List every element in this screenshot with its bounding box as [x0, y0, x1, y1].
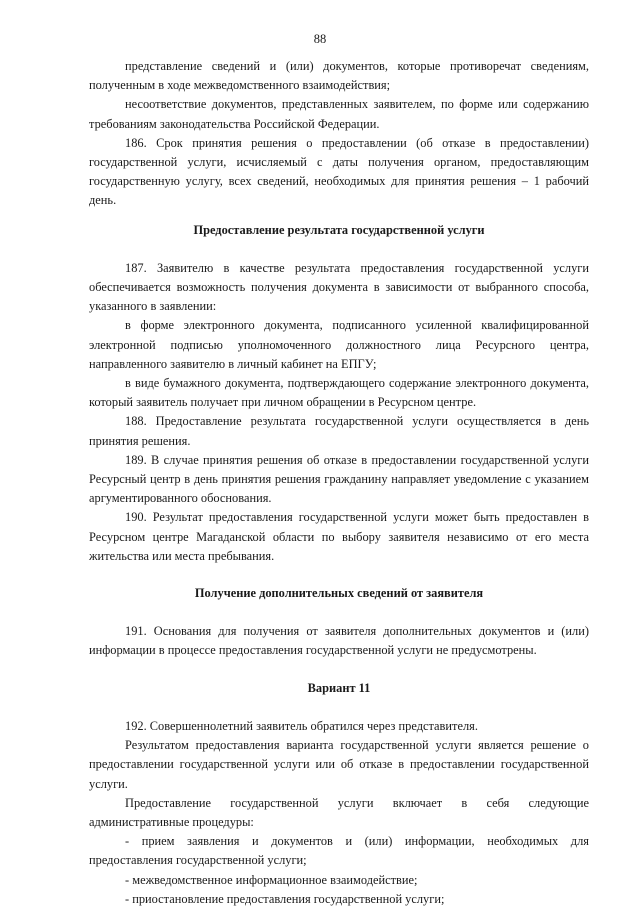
paragraph-188: 188. Предоставление результата государственной услуги осуществляется в день принятия решения. — [89, 414, 589, 448]
section-heading-result-delivery: Предоставление результата государственной услуги — [193, 222, 485, 237]
list-item: - прием заявления и документов и (или) информации, необходимых для предоставления государственной услуги; — [89, 834, 589, 868]
paragraph-189: 189. В случае принятия решения об отказе в предоставлении государственной услуги Ресурсный центр в день принятия решения гражданину направляет уведомление с указанием аргументированного обоснования. — [89, 452, 589, 506]
paragraph-190: 190. Результат предоставления государственной услуги может быть предоставлен в Ресурсном центре Магаданской области по выбору заявителя независимо от его места жительства или места пребывания. — [89, 510, 589, 563]
section-heading-additional-info: Получение дополнительных сведений от заявителя — [194, 586, 484, 601]
paragraph: в форме электронного документа, подписанного усиленной квалифицированной электронной подписью уполномоченного должностного лица Ресурсного центра, направленного заявителю в личный кабинет на ЕПГУ; — [89, 318, 589, 371]
paragraph: Предоставление государственной услуги включает в себя следующие административные процедуры: — [89, 795, 589, 829]
paragraph-192: 192. Совершеннолетний заявитель обратился через представителя. — [125, 718, 478, 733]
paragraph: Результатом предоставления варианта государственной услуги является решение о предоставлении государственной услуги или об отказе в предоставлении государственной услуги. — [89, 738, 589, 791]
list-item: - приостановление предоставления государственной услуги; — [125, 891, 445, 906]
paragraph: представление сведений и (или) документов, которые противоречат сведениям, полученным в ходе межведомственного взаимодействия; — [89, 59, 589, 93]
paragraph-191: 191. Основания для получения от заявителя дополнительных документов и (или) информации в процессе предоставления государственной услуги не предусмотрены. — [89, 624, 589, 658]
paragraph-186: 186. Срок принятия решения о предоставлении (об отказе в предоставлении) государственной услуги, исчисляемый с даты получения органом, предоставляющим государственную услугу, всех сведений, необходимых для принятия решения – 1 рабочий день. — [89, 135, 589, 208]
section-heading-variant-11: Вариант 11 — [307, 680, 371, 695]
list-item: - межведомственное информационное взаимодействие; — [125, 872, 418, 887]
paragraph: в виде бумажного документа, подтверждающего содержание электронного документа, который заявитель получает при личном обращении в Ресурсном центре. — [89, 376, 589, 410]
paragraph: несоответствие документов, представленных заявителем, по форме или содержанию требованиям законодательства Российской Федерации. — [89, 97, 589, 131]
page-number: 88 — [313, 32, 327, 46]
document-body — [89, 57, 589, 909]
paragraph-187: 187. Заявителю в качестве результата предоставления государственной услуги обеспечивается возможность получения документа в зависимости от выбранного способа, указанного в заявлении: — [89, 260, 589, 314]
